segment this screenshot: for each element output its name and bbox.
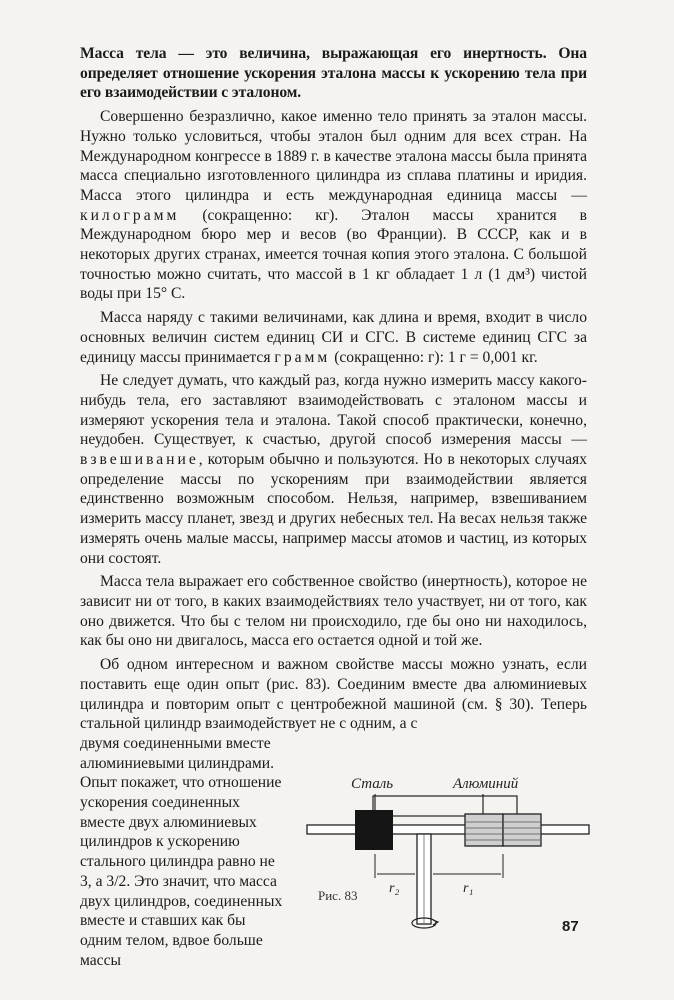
lead-paragraph: Масса тела — это величина, выражающая его инертность. Она определяет отношение ускорения эталона массы к ускорению тела при его взаимодействии с эталоном. xyxy=(80,45,587,102)
label-steel: Сталь xyxy=(351,775,394,792)
page-number: 87 xyxy=(562,918,579,935)
horizontal-rod xyxy=(307,825,589,834)
steel-cylinder xyxy=(355,810,393,850)
term-kilogram: килограмм xyxy=(80,206,180,224)
figure-caption: Рис. 83 xyxy=(318,888,358,903)
text-span: (сокращенно: кг). Эталон массы хранится в Международном бюро мер и весов (во Франции). В СССР, как и в некоторых других странах, имеется точная копия этого эталона. С большой точностью можно считать, что массой в 1 кг обладает 1 л (1 дм³) чистой воды при 15° С. xyxy=(80,206,587,303)
page-body xyxy=(80,44,587,970)
guide-frame xyxy=(373,796,517,816)
text-span: Масса наряду с такими величинами, как длина и время, входит в число основных величин систем единиц СИ и СГС. В системе единиц СГС за единицу массы принимается xyxy=(80,309,587,366)
paragraph-units xyxy=(80,308,587,367)
text-span: , которым обычно и пользуются. Но в некоторых случаях определение массы по ускорениям при взаимодействии является единственно возможным способом. Нельзя, например, взвешиванием измерить массу планет, звезд и других небесных тел. На весах нельзя также измерять очень малые массы, например массы атомов и частиц, из которых они состоят. xyxy=(80,451,587,567)
term-gram: грамм xyxy=(274,348,331,366)
aluminium-cylinder-1 xyxy=(465,814,503,846)
text-span: Не следует думать, что каждый раз, когда нужно измерить массу какого-нибудь тела, его заставляют взаимодействовать с эталоном массы и измеряют ускорения тела и эталона. Такой способ практически, конечно, неудобен. Существует, к счастью, другой способ измерения массы — xyxy=(80,372,587,449)
label-aluminium: Алюминий xyxy=(453,775,519,792)
aluminium-cylinder-2 xyxy=(503,814,541,846)
paragraph-experiment: Об одном интересном и важном свойстве массы можно узнать, если поставить еще один опыт (рис. 83). Соединим вместе два алюминиевых цилиндра и повторим опыт с центробежной машиной (см. § 30). Теперь стальной цилиндр взаимодействует не с одним, а с xyxy=(80,656,587,733)
paragraph-experiment-continued: двумя соединенными вместе алюминиевыми цилиндрами. Опыт покажет, что отношение ускорения соединенных вместе двух алюминиевых цилиндров к ускорению стального цилиндра равно не 3, а 3/2. Это значит, что масса двух цилиндров, соединенных вместе и ставших как бы одним телом, вдвое больше массы xyxy=(80,734,283,969)
paragraph-standard xyxy=(80,107,587,304)
text-span: Совершенно безразлично, какое именно тело принять за эталон массы. Нужно только условиться, чтобы эталон был одним для всех стран. На Международном конгрессе в 1889 г. в качестве эталона массы была принята масса специально изготовленного цилиндра из сплава платины и иридия. Масса этого цилиндра и есть международная единица массы — xyxy=(80,108,587,204)
label-r1: r₁ xyxy=(463,880,474,896)
figure-83-diagram xyxy=(303,756,593,946)
text-span: (сокращенно: г): 1 г = 0,001 кг. xyxy=(334,348,538,366)
label-r2: r₂ xyxy=(389,880,400,896)
term-weighing: взвешивание xyxy=(80,451,199,469)
paragraph-weighing xyxy=(80,371,587,568)
figure-wrap-block xyxy=(80,734,587,970)
paragraph-inertia: Масса тела выражает его собственное свойство (инертность), которое не зависит ни от того, в каких взаимодействиях тело участвует, ни от того, как оно движется. Что бы с телом ни происходило, где бы оно ни находилось, как бы оно ни двигалось, масса его остается одной и той же. xyxy=(80,573,587,650)
